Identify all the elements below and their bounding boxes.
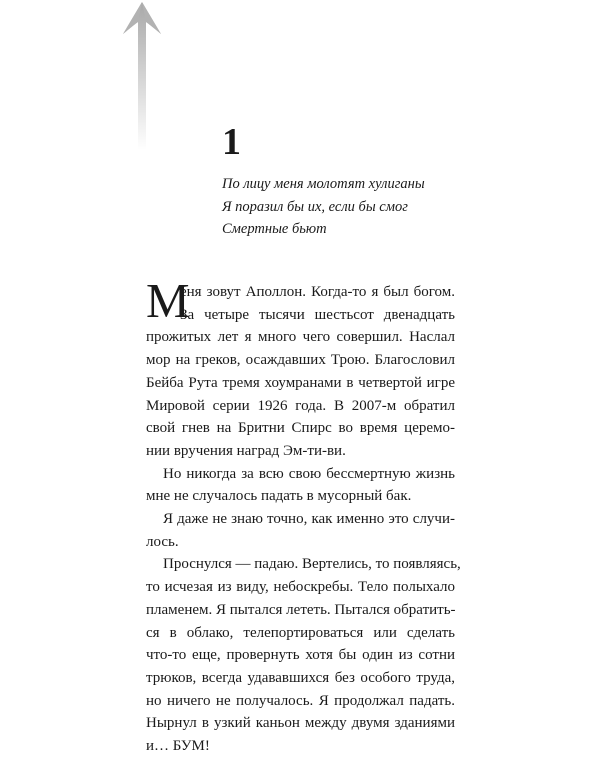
- chapter-body: [146, 273, 461, 758]
- text-line: Но никогда за всю свою бессмертную жизнь: [163, 465, 455, 482]
- text-line: лось.: [146, 533, 179, 550]
- text-line: свой гнев на Бритни Спирс во время церемо-: [146, 420, 455, 437]
- epigraph-line: По лицу меня молотят хулиганы: [222, 176, 425, 192]
- text-line: что-то еще, провернуть хотя бы один из сотни: [146, 647, 455, 664]
- text-line: Проснулся — падаю. Вертелись, то появляясь,: [163, 556, 461, 573]
- text-line: прожитых лет я много чего совершил. Наслал: [146, 329, 455, 346]
- text-line: мне не случалось падать в мусорный бак.: [146, 488, 412, 505]
- text-line: то исчезая из виду, небоскребы. Тело полыхало: [146, 579, 455, 596]
- text-line: Мировой серии 1926 года. В 2007-м обратил: [146, 397, 455, 414]
- text-line: трюков, всегда удававшихся без особого труда,: [146, 669, 455, 686]
- chapter-epigraph: [222, 173, 425, 241]
- text-line: пламенем. Я пытался лететь. Пытался обратить-: [146, 601, 456, 618]
- text-line: За четыре тысячи шестьсот двенадцать: [180, 306, 455, 323]
- text-line: ся в облако, телепортироваться или сделать: [146, 624, 455, 641]
- text-line: еня зовут Аполлон. Когда-то я был богом.: [180, 284, 455, 300]
- text-line: Бейба Рута тремя хоумранами в четвертой игре: [146, 374, 455, 391]
- epigraph-line: Я поразил бы их, если бы смог: [222, 198, 408, 215]
- drop-cap: М: [146, 273, 190, 328]
- text-line: и… БУМ!: [146, 738, 210, 755]
- text-line: нии вручения наград Эм-ти-ви.: [146, 442, 346, 459]
- epigraph-line: Смертные бьют: [222, 221, 327, 237]
- paragraph: [146, 508, 455, 553]
- paragraph: [146, 553, 461, 757]
- text-line: Я даже не знаю точно, как именно это случи-: [163, 511, 455, 528]
- arrow-ornament-icon: [105, 0, 180, 150]
- text-line: мор на греков, осаждавших Трою. Благословил: [146, 352, 455, 369]
- text-line: но ничего не получалось. Я продолжал падать.: [146, 692, 455, 709]
- chapter-number: 1: [222, 121, 241, 163]
- paragraph: [146, 463, 455, 508]
- paragraph: [146, 273, 455, 463]
- text-line: Нырнул в узкий каньон между двумя зданиями: [146, 715, 455, 732]
